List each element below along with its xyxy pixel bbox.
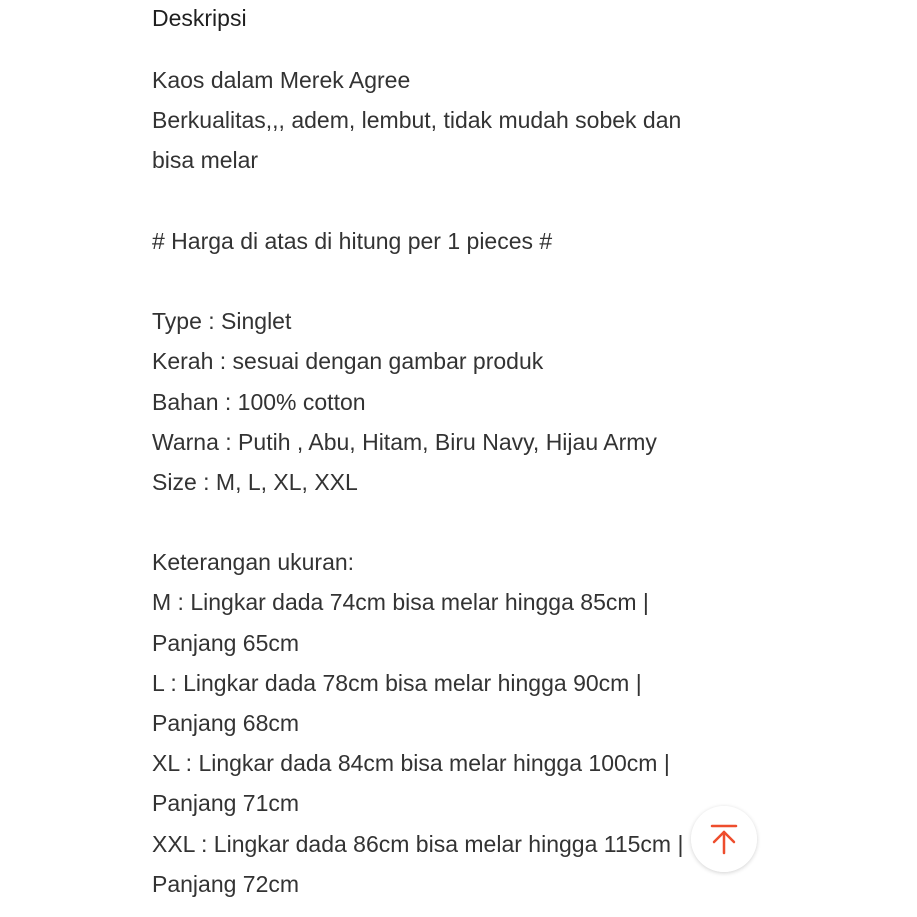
description-line: XXL : Lingkar dada 86cm bisa melar hingga 115cm |	[152, 830, 684, 857]
description-line: Kaos dalam Merek Agree	[152, 67, 411, 93]
description-line: Panjang 71cm	[152, 790, 300, 817]
description-line: Size : M, L, XL, XXL	[152, 468, 358, 495]
description-line: Warna : Putih , Abu, Hitam, Biru Navy, Hijau Army	[152, 428, 657, 455]
description-spacer	[152, 261, 752, 301]
section-title: Deskripsi	[152, 5, 247, 31]
description-line: XL : Lingkar dada 84cm bisa melar hingga 100cm |	[152, 750, 670, 777]
arrow-up-to-top-icon	[706, 821, 742, 857]
description-line: Panjang 65cm	[152, 629, 300, 656]
description-line: M : Lingkar dada 74cm bisa melar hingga 85cm |	[152, 589, 649, 616]
description-line: Type : Singlet	[152, 308, 292, 335]
description-line: Panjang 68cm	[152, 710, 300, 736]
description-line: L : Lingkar dada 78cm bisa melar hingga 90cm |	[152, 669, 642, 696]
scroll-to-top-button[interactable]	[691, 806, 757, 872]
description-line: Berkualitas,,, adem, lembut, tidak mudah sobek dan	[152, 107, 682, 134]
description-line: bisa melar	[152, 147, 259, 174]
description-line: Panjang 72cm	[152, 870, 300, 897]
description-line: Kerah : sesuai dengan gambar produk	[152, 348, 544, 375]
description-line: Bahan : 100% cotton	[152, 388, 366, 415]
description-spacer	[152, 181, 752, 221]
description-line: Keterangan ukuran:	[152, 549, 355, 576]
product-description	[152, 60, 752, 904]
description-spacer	[152, 502, 752, 542]
description-line: # Harga di atas di hitung per 1 pieces #	[152, 227, 553, 254]
